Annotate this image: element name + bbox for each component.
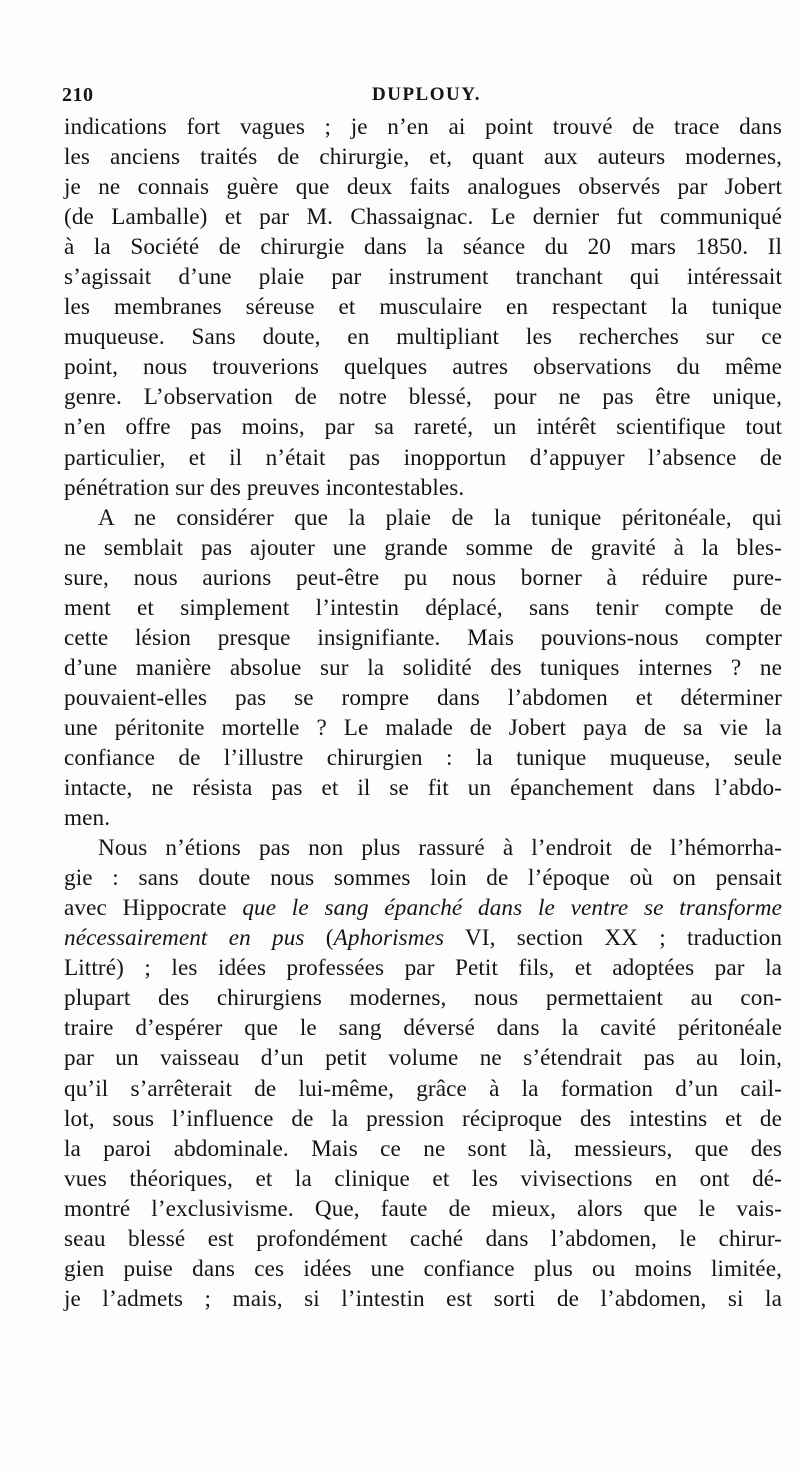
text-line <box>64 923 782 953</box>
text-line: je l’admets ; mais, si l’intestin est sorti de l’abdomen, si la <box>64 1285 782 1312</box>
text-line: une péritonite mortelle ? Le malade de Jobert paya de sa vie la <box>64 714 782 741</box>
text-line: indications fort vagues ; je n’en ai point trouvé de trace dans <box>64 114 782 140</box>
text-segment: avec Hippocrate <box>64 895 243 922</box>
text-line: traire d’espérer que le sang déversé dans la cavité péritonéale <box>64 1015 782 1042</box>
text-line: plupart des chirurgiens modernes, nous permettaient au con- <box>64 985 782 1012</box>
text-line: s’agissait d’une plaie par instrument tranchant qui intéressait <box>64 264 782 291</box>
text-line: cette lésion presque insignifiante. Mais pouvions-nous compter <box>64 624 782 651</box>
page-number: 210 <box>62 84 94 106</box>
text-segment: VI, section XX ; traduction <box>444 925 783 952</box>
body-text <box>64 112 782 1314</box>
text-line: point, nous trouverions quelques autres observations du même <box>64 354 782 381</box>
text-line: les anciens traités de chirurgie, et, quant aux auteurs modernes, <box>64 144 782 171</box>
text-line: vues théoriques, et la clinique et les vivisections en ont dé- <box>64 1165 782 1192</box>
text-line: men. <box>64 805 111 832</box>
text-line <box>64 893 782 923</box>
italic-text: que le sang épanché dans le ventre se transforme <box>242 895 782 922</box>
text-line: seau blessé est profondément caché dans l’abdomen, le chirur- <box>64 1225 782 1252</box>
text-line: par un vaisseau d’un petit volume ne s’étendrait pas au loin, <box>64 1045 782 1072</box>
text-line: gien puise dans ces idées une confiance plus ou moins limitée, <box>64 1255 782 1282</box>
text-line: d’une manière absolue sur la solidité des tuniques internes ? ne <box>64 654 782 681</box>
italic-text: nécessairement en pus <box>64 925 305 952</box>
text-line: n’en offre pas moins, par sa rareté, un intérêt scientifique tout <box>64 414 782 441</box>
text-line: (de Lamballe) et par M. Chassaignac. Le dernier fut communiqué <box>64 204 782 231</box>
text-line: à la Société de chirurgie dans la séance du 20 mars 1850. Il <box>64 234 782 261</box>
text-line: montré l’exclusivisme. Que, faute de mieux, alors que le vais- <box>64 1195 782 1222</box>
text-line: qu’il s’arrêterait de lui-même, grâce à la formation d’un cail- <box>64 1075 782 1102</box>
text-line: ne semblait pas ajouter une grande somme de gravité à la bles- <box>64 534 782 561</box>
italic-text: Aphorismes <box>333 925 445 952</box>
text-line: muqueuse. Sans doute, en multipliant les recherches sur ce <box>64 324 782 351</box>
text-line: Littré) ; les idées professées par Petit fils, et adoptées par la <box>64 955 782 982</box>
running-head <box>62 84 782 110</box>
text-line: gie : sans doute nous sommes loin de l’époque où on pensait <box>64 865 782 892</box>
text-line: lot, sous l’influence de la pression réciproque des intestins et de <box>64 1105 782 1132</box>
text-line: la paroi abdominale. Mais ce ne sont là, messieurs, que des <box>64 1135 782 1162</box>
text-line: particulier, et il n’était pas inopportun d’appuyer l’absence de <box>64 444 782 471</box>
text-line: ment et simplement l’intestin déplacé, sans tenir compte de <box>64 594 782 621</box>
running-title: DUPLOUY. <box>372 84 481 105</box>
text-segment: ( <box>304 925 334 952</box>
text-line: Nous n’étions pas non plus rassuré à l’endroit de l’hémorrha- <box>98 835 782 862</box>
text-line: pouvaient-elles pas se rompre dans l’abdomen et déterminer <box>64 684 782 711</box>
text-line: pénétration sur des preuves incontestables. <box>64 474 465 501</box>
text-line: les membranes séreuse et musculaire en respectant la tunique <box>64 294 782 321</box>
text-line: sure, nous aurions peut-être pu nous borner à réduire pure- <box>64 564 782 591</box>
text-line: je ne connais guère que deux faits analogues observés par Jobert <box>64 174 782 201</box>
text-line: confiance de l’illustre chirurgien : la tunique muqueuse, seule <box>64 744 782 771</box>
text-line: intacte, ne résista pas et il se fit un épanchement dans l’abdo- <box>64 775 782 802</box>
text-line: A ne considérer que la plaie de la tunique péritonéale, qui <box>98 504 782 531</box>
text-line: genre. L’observation de notre blessé, pour ne pas être unique, <box>64 384 782 411</box>
